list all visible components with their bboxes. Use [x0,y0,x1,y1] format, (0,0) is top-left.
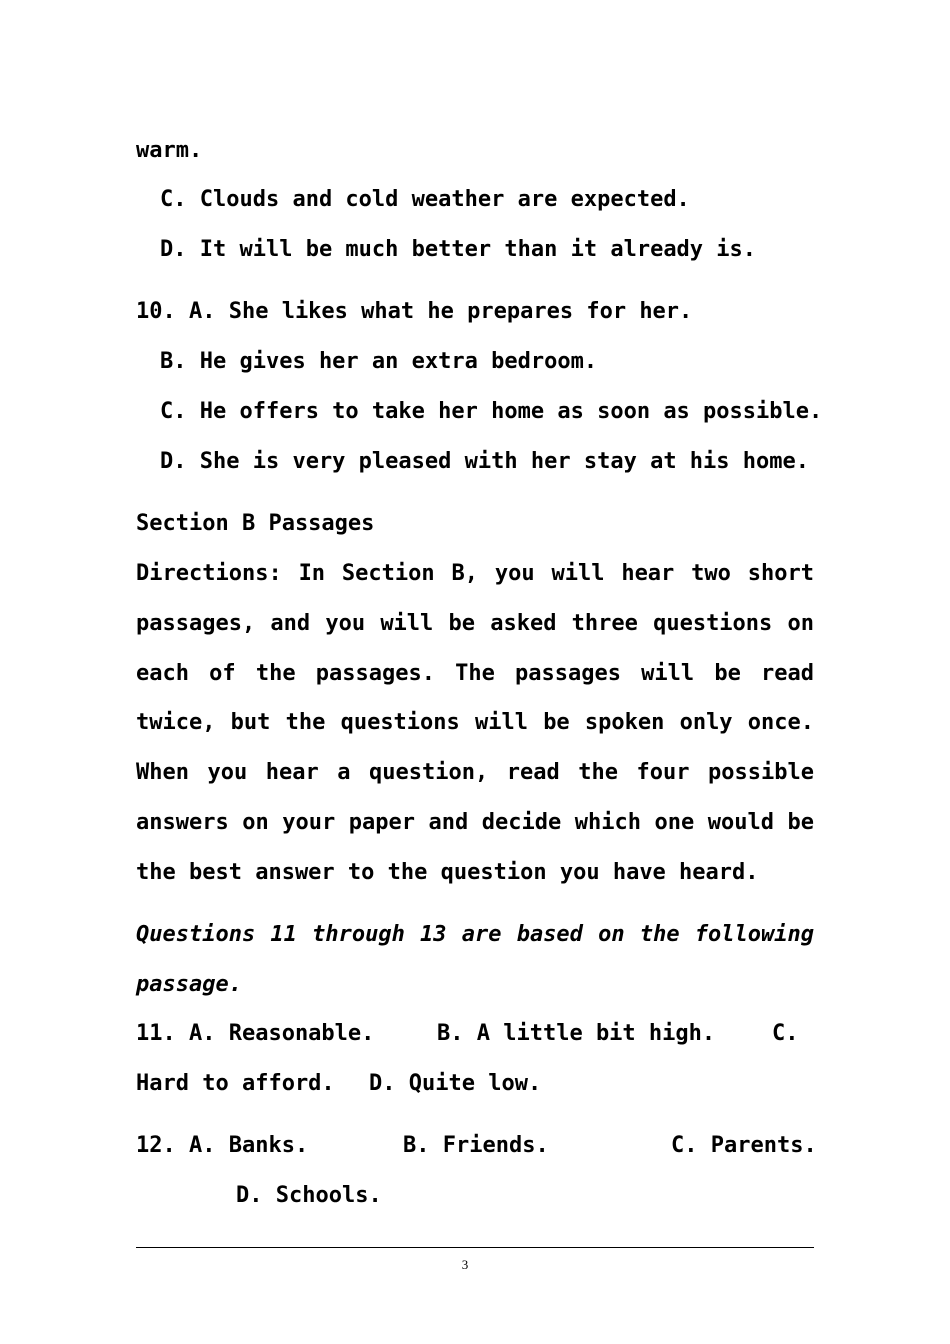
q9-option-d: D. It will be much better than it already is. [160,237,757,262]
directions-line: When you hear a question, read the four possible [136,760,814,785]
directions-line: each of the passages. The passages will be read [136,661,814,686]
section-b-heading: Section B Passages [136,511,375,536]
q11-option-a: 11. A. Reasonable. [136,1021,375,1046]
q9-continuation: warm. [136,138,203,163]
q11-option-c-text: Hard to afford. [136,1071,335,1096]
q12-option-d: D. Schools. [236,1183,382,1208]
q12-option-b: B. Friends. [403,1133,549,1158]
directions-line: passages, and you will be asked three questions on [136,611,814,636]
footer-divider [136,1247,814,1248]
passage-intro-line: Questions 11 through 13 are based on the following [136,922,814,947]
q12-option-c: C. Parents. [671,1133,817,1158]
directions-line: the best answer to the question you have heard. [136,860,759,885]
q10-option-a: 10. A. She likes what he prepares for her. [136,299,693,324]
q10-option-c: C. He offers to take her home as soon as possible. [160,399,823,424]
q11-option-b: B. A little bit high. [437,1021,716,1046]
directions-line: twice, but the questions will be spoken only once. [136,710,814,735]
q12-option-a: 12. A. Banks. [136,1133,309,1158]
passage-intro-line: passage. [136,972,242,997]
q10-option-d: D. She is very pleased with her stay at his home. [160,449,810,474]
q10-option-b: B. He gives her an extra bedroom. [160,349,598,374]
q11-option-c-label: C. [772,1021,799,1046]
q11-option-d: D. Quite low. [369,1071,542,1096]
page-number: 3 [461,1257,469,1272]
q9-option-c: C. Clouds and cold weather are expected. [160,187,690,212]
directions-line: answers on your paper and decide which one would be [136,810,814,835]
directions-line: Directions: In Section B, you will hear two short [136,561,814,586]
